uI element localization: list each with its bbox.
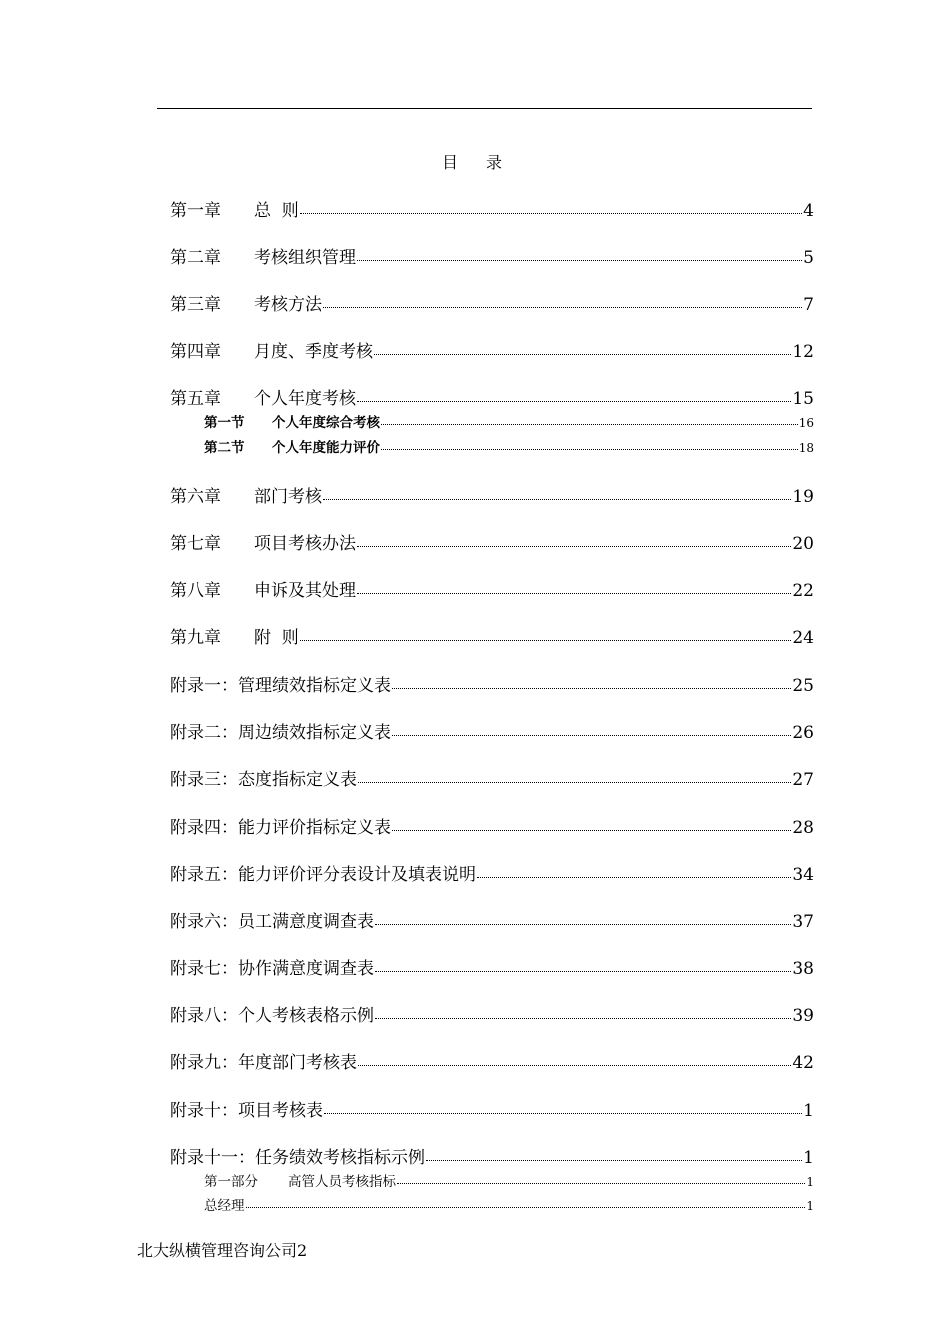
toc-entry-appendix-9[interactable] [170, 1048, 814, 1073]
toc-entry-appendix-3[interactable] [170, 765, 814, 790]
toc-title: 目 录 [441, 153, 508, 172]
dot-leader [357, 387, 791, 404]
dot-leader [358, 768, 791, 785]
dot-leader [381, 414, 798, 428]
toc-entry-chapter-3[interactable] [170, 290, 814, 315]
page-number: 38 [792, 959, 814, 979]
page-number: 19 [792, 487, 814, 507]
page-number: 18 [798, 441, 814, 455]
page-number: 16 [798, 416, 814, 430]
page-number: 22 [792, 581, 814, 601]
dot-leader [357, 532, 791, 549]
page-number: 26 [792, 723, 814, 743]
chapter-number: 第九章 [170, 628, 221, 648]
page-number: 37 [792, 912, 814, 932]
toc-entry-appendix-7[interactable] [170, 954, 814, 979]
page-number: 4 [803, 201, 814, 221]
chapter-title: 附 则 [254, 628, 299, 648]
appendix-title: 附录二：周边绩效指标定义表 [170, 723, 391, 743]
dot-leader [323, 293, 802, 310]
toc-entry-appendix-10[interactable] [170, 1096, 814, 1121]
page-number: 1 [806, 1175, 814, 1189]
page-number: 28 [792, 818, 814, 838]
section-number: 第一节 [204, 415, 245, 431]
page-number: 27 [792, 770, 814, 790]
appendix-title: 附录十一：任务绩效考核指标示例 [170, 1148, 425, 1168]
chapter-title: 部门考核 [254, 487, 322, 507]
toc-entry-part-1[interactable] [204, 1170, 814, 1190]
page-number: 34 [792, 865, 814, 885]
toc-entry-chapter-8[interactable] [170, 576, 814, 601]
appendix-title: 附录一：管理绩效指标定义表 [170, 676, 391, 696]
chapter-number: 第一章 [170, 201, 221, 221]
toc-entry-appendix-5[interactable] [170, 860, 814, 885]
dot-leader [358, 1051, 791, 1068]
dot-leader [392, 674, 791, 691]
toc-entry-appendix-8[interactable] [170, 1001, 814, 1026]
toc-entry-section-1[interactable] [204, 411, 814, 431]
toc-entry-chapter-5[interactable] [170, 384, 814, 409]
chapter-title: 项目考核办法 [254, 534, 356, 554]
dot-leader [375, 1004, 791, 1021]
page-number: 1 [806, 1199, 814, 1213]
page-number: 25 [792, 676, 814, 696]
chapter-title: 考核方法 [254, 295, 322, 315]
chapter-number: 第三章 [170, 295, 221, 315]
dot-leader [381, 439, 798, 453]
chapter-number: 第四章 [170, 342, 221, 362]
chapter-title: 个人年度考核 [254, 389, 356, 409]
toc-entry-section-2[interactable] [204, 436, 814, 456]
dot-leader [374, 340, 791, 357]
toc-entry-appendix-1[interactable] [170, 671, 814, 696]
dot-leader [357, 246, 802, 263]
page-number: 7 [803, 295, 814, 315]
toc-entry-chapter-9[interactable] [170, 623, 814, 648]
toc-entry-chapter-4[interactable] [170, 337, 814, 362]
toc-entry-appendix-11[interactable] [170, 1143, 814, 1168]
page-number: 24 [792, 628, 814, 648]
appendix-title: 附录八：个人考核表格示例 [170, 1006, 374, 1026]
chapter-number: 第八章 [170, 581, 221, 601]
toc-entry-general-manager[interactable] [204, 1194, 814, 1214]
appendix-title: 附录四：能力评价指标定义表 [170, 818, 391, 838]
appendix-title: 附录三：态度指标定义表 [170, 770, 357, 790]
chapter-number: 第二章 [170, 248, 221, 268]
page-number: 20 [792, 534, 814, 554]
dot-leader [392, 816, 791, 833]
dot-leader [323, 485, 791, 502]
page-number: 15 [792, 389, 814, 409]
dot-leader [375, 910, 791, 927]
appendix-title: 附录五：能力评价评分表设计及填表说明 [170, 865, 476, 885]
page-number: 39 [792, 1006, 814, 1026]
section-number: 第二节 [204, 440, 245, 456]
chapter-title: 申诉及其处理 [254, 581, 356, 601]
chapter-title: 考核组织管理 [254, 248, 356, 268]
dot-leader [392, 721, 791, 738]
dot-leader [477, 863, 791, 880]
toc-entry-chapter-6[interactable] [170, 482, 814, 507]
page-number: 5 [803, 248, 814, 268]
appendix-title: 附录七：协作满意度调查表 [170, 959, 374, 979]
section-title: 个人年度综合考核 [272, 415, 380, 431]
page-number: 1 [803, 1148, 814, 1168]
chapter-number: 第五章 [170, 389, 221, 409]
toc-entry-chapter-1[interactable] [170, 196, 814, 221]
page-number: 12 [792, 342, 814, 362]
part-number: 第一部分 [204, 1174, 258, 1190]
chapter-title: 月度、季度考核 [254, 342, 373, 362]
page-number: 1 [803, 1101, 814, 1121]
chapter-number: 第七章 [170, 534, 221, 554]
chapter-number: 第六章 [170, 487, 221, 507]
toc-entry-appendix-2[interactable] [170, 718, 814, 743]
dot-leader [426, 1146, 802, 1163]
dot-leader [300, 626, 792, 643]
footer-company-page: 北大纵横管理咨询公司2 [137, 1241, 308, 1260]
appendix-title: 附录九：年度部门考核表 [170, 1053, 357, 1073]
part-title: 总经理 [204, 1198, 245, 1214]
section-title: 个人年度能力评价 [272, 440, 380, 456]
dot-leader [324, 1099, 802, 1116]
toc-entry-appendix-6[interactable] [170, 907, 814, 932]
toc-entry-chapter-7[interactable] [170, 529, 814, 554]
header-rule [157, 108, 812, 109]
dot-leader [397, 1173, 805, 1187]
page-number: 42 [792, 1053, 814, 1073]
appendix-title: 附录六：员工满意度调查表 [170, 912, 374, 932]
dot-leader [300, 199, 802, 216]
dot-leader [357, 579, 791, 596]
toc-entry-chapter-2[interactable] [170, 243, 814, 268]
dot-leader [246, 1197, 806, 1211]
appendix-title: 附录十：项目考核表 [170, 1101, 323, 1121]
toc-entry-appendix-4[interactable] [170, 813, 814, 838]
part-title: 高管人员考核指标 [288, 1174, 396, 1190]
dot-leader [375, 957, 791, 974]
chapter-title: 总 则 [254, 201, 299, 221]
